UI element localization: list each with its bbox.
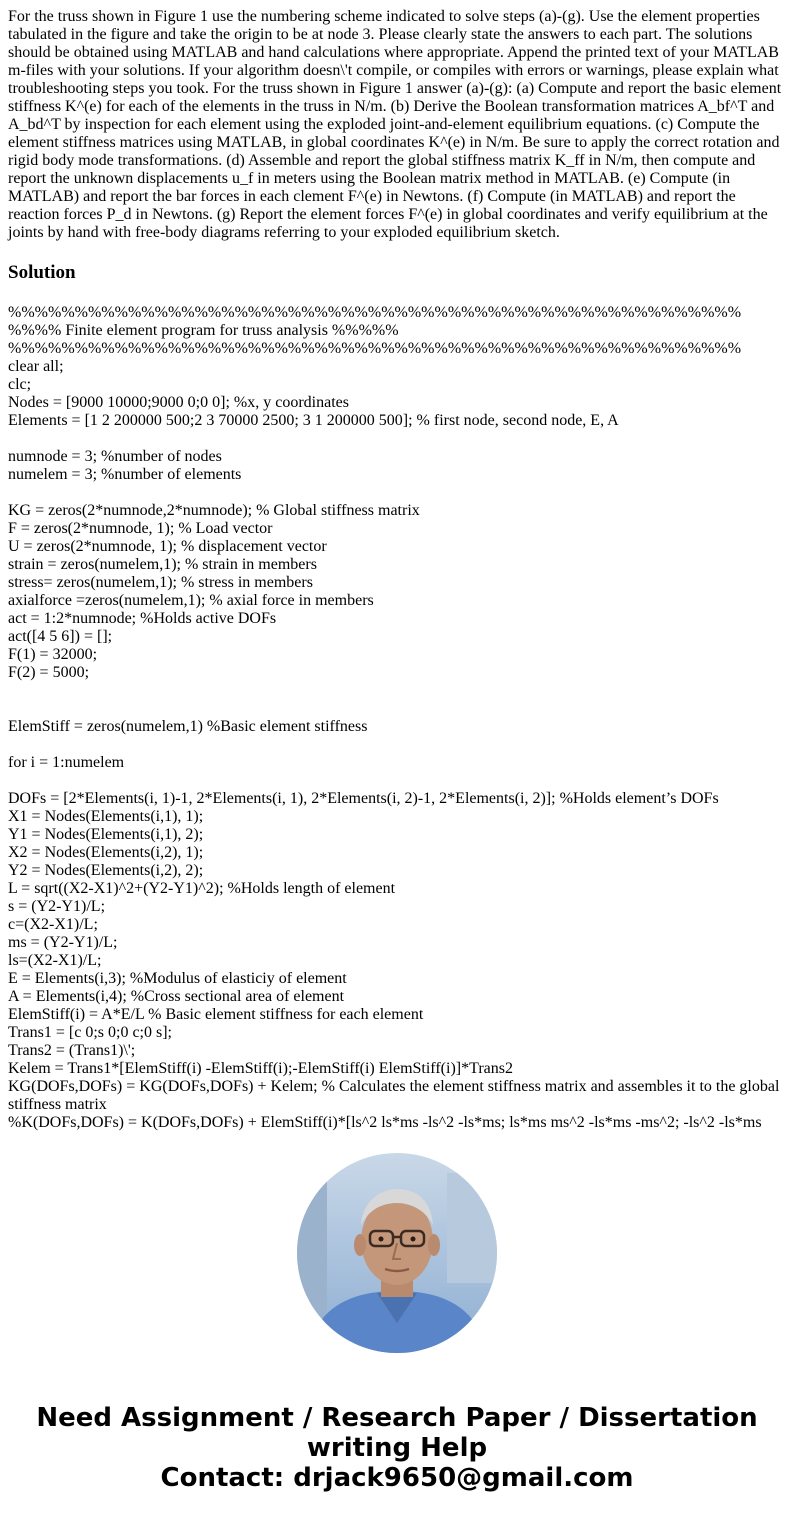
code-line: Trans1 = [c 0;s 0;0 c;0 s];	[8, 1024, 172, 1041]
code-line: ElemStiff(i) = A*E/L % Basic element stiffness for each element	[8, 1006, 424, 1023]
code-line: stress= zeros(numelem,1); % stress in members	[8, 574, 313, 591]
code-line: %%%% Finite element program for truss analysis %%%%%	[8, 322, 399, 339]
code-line	[8, 700, 786, 718]
code-line: %%%%%%%%%%%%%%%%%%%%%%%%%%%%%%%%%%%%%%%%%%%%%%%%%%%%%%%	[8, 304, 742, 321]
code-line: KG(DOFs,DOFs) = KG(DOFs,DOFs) + Kelem; % Calculates the element stiffness matrix and assembles it to the global stiffness matrix	[8, 1078, 784, 1113]
code-line: F(1) = 32000;	[8, 646, 98, 663]
code-line: act = 1:2*numnode; %Holds active DOFs	[8, 610, 277, 627]
code-line: strain = zeros(numelem,1); % strain in members	[8, 556, 317, 573]
code-line: act([4 5 6]) = [];	[8, 628, 113, 645]
code-line: clear all;	[8, 358, 64, 375]
solution-heading: Solution	[8, 262, 76, 283]
code-line: DOFs = [2*Elements(i, 1)-1, 2*Elements(i, 1), 2*Elements(i, 2)-1, 2*Elements(i, 2)]; %Holds element’s DOFs	[8, 790, 719, 807]
code-line: clc;	[8, 376, 32, 393]
code-line	[8, 736, 786, 754]
avatar	[297, 1153, 497, 1353]
code-line: Kelem = Trans1*[ElemStiff(i) -ElemStiff(i);-ElemStiff(i) ElemStiff(i)]*Trans2	[8, 1060, 513, 1077]
code-line: L = sqrt((X2-X1)^2+(Y2-Y1)^2); %Holds length of element	[8, 880, 396, 897]
code-line: Elements = [1 2 200000 500;2 3 70000 2500; 3 1 200000 500]; % first node, second node, E, A	[8, 412, 619, 429]
code-line: ElemStiff = zeros(numelem,1) %Basic element stiffness	[8, 718, 368, 735]
code-line: Y2 = Nodes(Elements(i,2), 2);	[8, 862, 204, 879]
code-line	[8, 430, 786, 448]
code-line: ms = (Y2-Y1)/L;	[8, 934, 118, 951]
footer-help-text: Need Assignment / Research Paper / Dissertation writing Help	[36, 1403, 758, 1463]
footer-banner	[0, 1403, 794, 1493]
footer-contact-text: Contact: drjack9650@gmail.com	[160, 1463, 634, 1493]
code-line: F = zeros(2*numnode, 1); % Load vector	[8, 520, 273, 537]
code-line: X2 = Nodes(Elements(i,2), 1);	[8, 844, 204, 861]
code-line: KG = zeros(2*numnode,2*numnode); % Global stiffness matrix	[8, 502, 420, 519]
code-line: Y1 = Nodes(Elements(i,1), 2);	[8, 826, 204, 843]
code-line: c=(X2-X1)/L;	[8, 916, 98, 933]
code-line: U = zeros(2*numnode, 1); % displacement vector	[8, 538, 327, 555]
code-line: for i = 1:numelem	[8, 754, 125, 771]
code-line: s = (Y2-Y1)/L;	[8, 898, 106, 915]
code-line: %K(DOFs,DOFs) = K(DOFs,DOFs) + ElemStiff(i)*[ls^2 ls*ms -ls^2 -ls*ms; ls*ms ms^2 -ls*ms -ms^2; -ls^2 -ls*ms	[8, 1114, 762, 1131]
code-line: numnode = 3; %number of nodes	[8, 448, 222, 465]
code-line: ls=(X2-X1)/L;	[8, 952, 102, 969]
code-line: A = Elements(i,4); %Cross sectional area of element	[8, 988, 345, 1005]
code-line	[8, 484, 786, 502]
code-line: F(2) = 5000;	[8, 664, 90, 681]
code-line: axialforce =zeros(numelem,1); % axial force in members	[8, 592, 374, 609]
person-photo-icon	[297, 1153, 497, 1353]
code-line: %%%%%%%%%%%%%%%%%%%%%%%%%%%%%%%%%%%%%%%%%%%%%%%%%%%%%%%	[8, 340, 742, 357]
code-line: Nodes = [9000 10000;9000 0;0 0]; %x, y coordinates	[8, 394, 349, 411]
code-line	[8, 682, 786, 700]
code-line: Trans2 = (Trans1)\';	[8, 1042, 136, 1059]
code-line	[8, 772, 786, 790]
code-line: numelem = 3; %number of elements	[8, 466, 242, 483]
code-line: E = Elements(i,3); %Modulus of elasticiy of element	[8, 970, 347, 987]
matlab-code-block	[8, 304, 786, 1132]
question-text: For the truss shown in Figure 1 use the numbering scheme indicated to solve steps (a)-(g). Use the element properties tabulated in the figure and take the origin to be at node 3. Please clearly state the answers to each part. The solutions should be obtained using MATLAB and hand calculations where appropriate. Append the printed text of your MATLAB m-files with your solutions. If your algorithm doesn\'t compile, or compiles with errors or warnings, please explain what troubleshooting steps you took. For the truss shown in Figure 1 answer (a)-(g): (a) Compute and report the basic element stiffness K^(e) for each of the elements in the truss in N/m. (b) Derive the Boolean transformation matrices A_bf^T and A_bd^T by inspection for each element using the exploded joint-and-element equilibrium equations. (c) Compute the element stiffness matrices using MATLAB, in global coordinates K^(e) in N/m. Be sure to apply the correct rotation and rigid body mode transformations. (d) Assemble and report the global stiffness matrix K_ff in N/m, then compute and report the unknown displacements u_f in meters using the Boolean matrix method in MATLAB. (e) Compute (in MATLAB) and report the bar forces in each clement F^(e) in Newtons. (f) Compute (in MATLAB) and report the reaction forces P_d in Newtons. (g) Report the element forces F^(e) in global coordinates and verify equilibrium at the joints by hand with free-body diagrams referring to your exploded equilibrium sketch.	[8, 8, 782, 241]
code-line: X1 = Nodes(Elements(i,1), 1);	[8, 808, 204, 825]
